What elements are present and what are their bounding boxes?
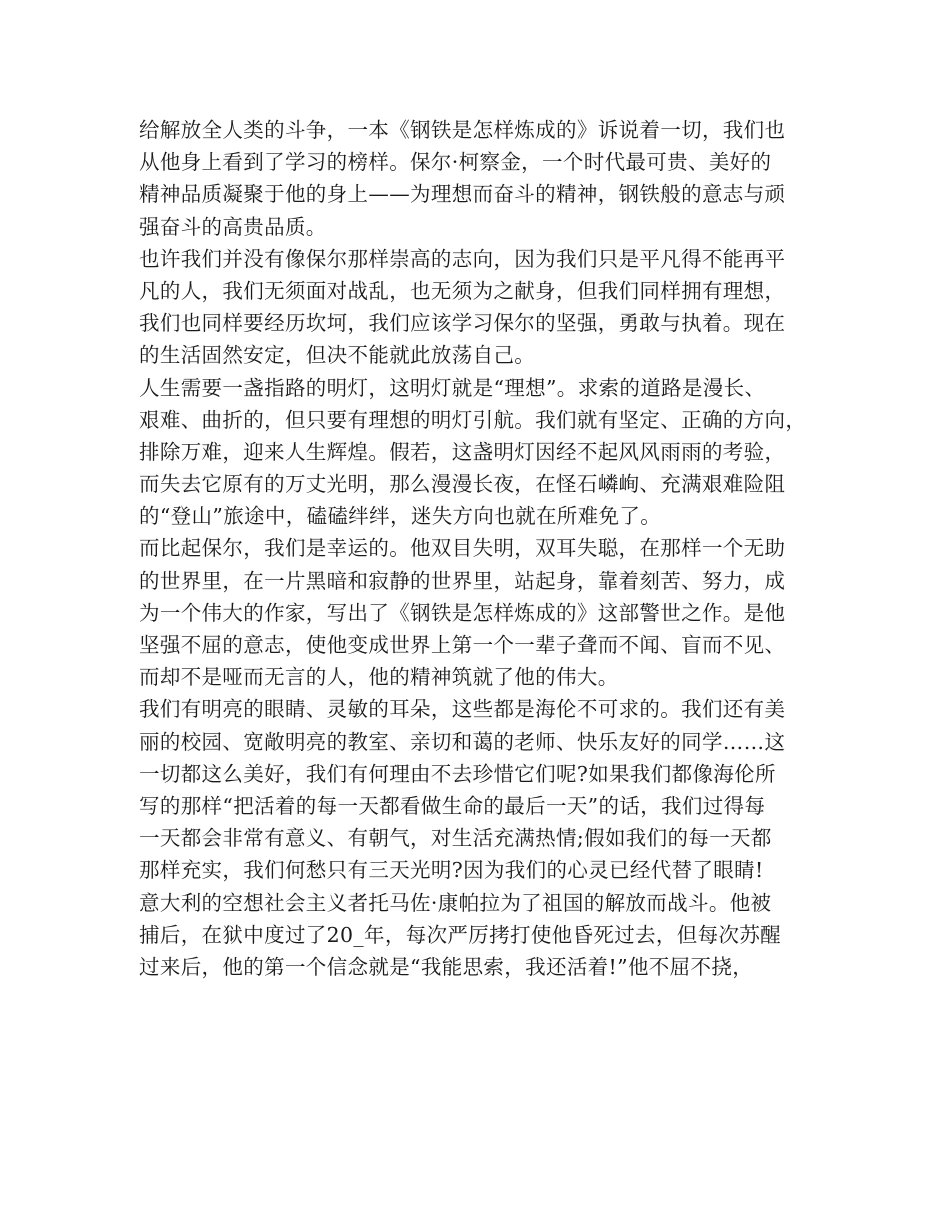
- text-line: 也许我们并没有像保尔那样崇高的志向，因为我们只是平凡得不能再平: [139, 246, 786, 271]
- text-line: 为一个伟大的作家，写出了《钢铁是怎样炼成的》这部警世之作。是他: [139, 600, 786, 625]
- text-line: 的“登山”旅途中，磕磕绊绊，迷失方向也就在所难免了。: [139, 504, 662, 529]
- text-line: 艰难、曲折的，但只要有理想的明灯引航。我们就有坚定、正确的方向，: [139, 407, 807, 432]
- text-line: 我们也同样要经历坎坷，我们应该学习保尔的坚强，勇敢与执着。现在: [139, 311, 786, 336]
- text-line: 强奋斗的高贵品质。: [139, 214, 327, 239]
- text-line: 而却不是哑而无言的人，他的精神筑就了他的伟大。: [139, 665, 619, 690]
- text-line: 从他身上看到了学习的榜样。保尔·柯察金，一个时代最可贵、美好的: [139, 150, 772, 175]
- text-line: 写的那样“把活着的每一天都看做生命的最后一天”的话，我们过得每: [139, 793, 766, 818]
- document-page: [139, 114, 811, 983]
- text-line: 丽的校园、宽敞明亮的教室、亲切和蔼的老师、快乐友好的同学……这: [139, 729, 786, 754]
- text-line: 排除万难，迎来人生辉煌。假若，这盏明灯因经不起风风雨雨的考验，: [139, 439, 786, 464]
- text-line: 给解放全人类的斗争，一本《钢铁是怎样炼成的》诉说着一切，我们也: [139, 118, 786, 142]
- text-line: 人生需要一盏指路的明灯，这明灯就是“理想”。求索的道路是漫长、: [139, 375, 766, 400]
- text-line: 的生活固然安定，但决不能就此放荡自己。: [139, 343, 536, 368]
- text-line: 而比起保尔，我们是幸运的。他双目失明，双耳失聪，在那样一个无助: [139, 536, 786, 561]
- text-line: 捕后，在狱中度过了20_年，每次严厉拷打使他昏死过去，但每次苏醒: [139, 922, 782, 947]
- text-line: 凡的人，我们无须面对战乱，也无须为之献身，但我们同样拥有理想，: [139, 278, 786, 303]
- text-line: 我们有明亮的眼睛、灵敏的耳朵，这些都是海伦不可求的。我们还有美: [139, 697, 786, 722]
- text-line: 那样充实，我们何愁只有三天光明?因为我们的心灵已经代替了眼睛!: [139, 858, 764, 883]
- text-line: 精神品质凝聚于他的身上——为理想而奋斗的精神，钢铁般的意志与顽: [139, 182, 786, 207]
- text-line: 的世界里，在一片黑暗和寂静的世界里，站起身，靠着刻苦、努力，成: [139, 568, 786, 593]
- text-line: 一切都这么美好，我们有何理由不去珍惜它们呢?如果我们都像海伦所: [139, 761, 776, 786]
- text-line: 坚强不屈的意志，使他变成世界上第一个一辈子聋而不闻、盲而不见、: [139, 633, 786, 657]
- text-line: 而失去它原有的万丈光明，那么漫漫长夜，在怪石嶙峋、充满艰难险阻: [139, 472, 786, 497]
- text-line: 过来后，他的第一个信念就是“我能思索，我还活着!”他不屈不挠，: [139, 954, 754, 979]
- text-line: 一天都会非常有意义、有朝气，对生活充满热情;假如我们的每一天都: [139, 826, 772, 851]
- text-line: 意大利的空想社会主义者托马佐·康帕拉为了祖国的解放而战斗。他被: [139, 890, 772, 915]
